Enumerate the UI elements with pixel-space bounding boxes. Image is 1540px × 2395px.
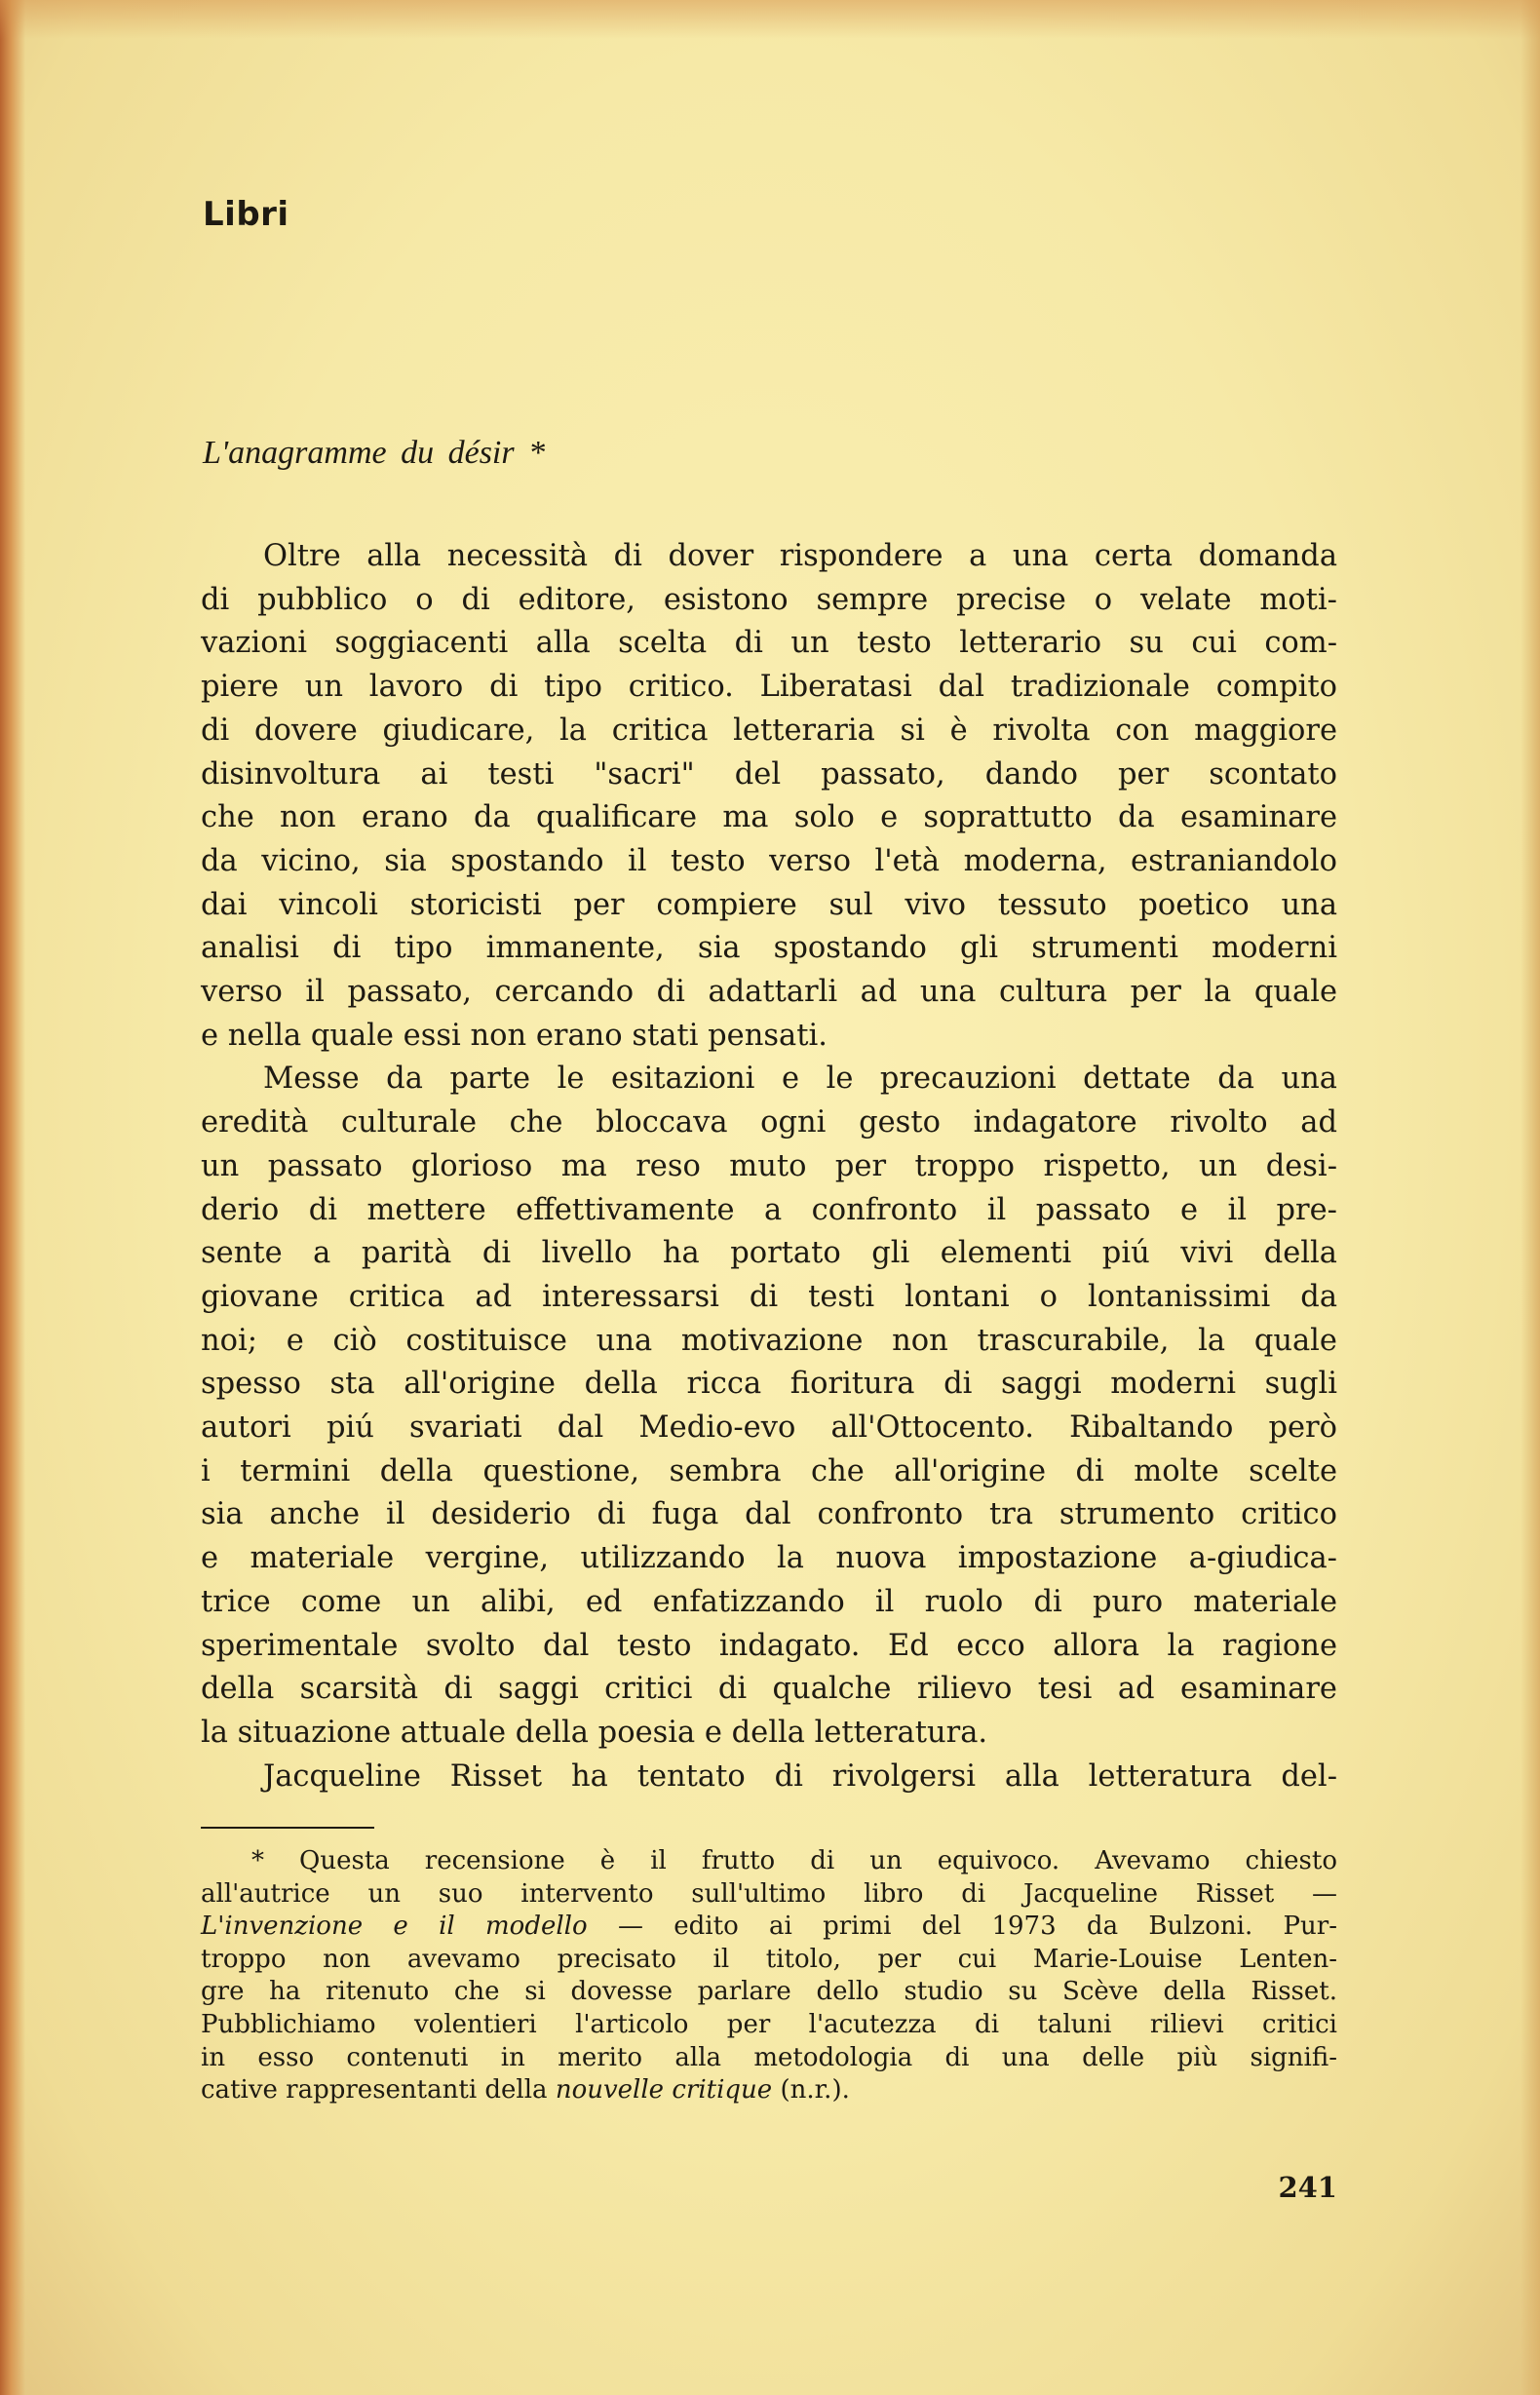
footnote-divider [201,1827,374,1829]
footnote-line: in esso contenuti in merito alla metodologia di una delle più signifi- [201,2042,1337,2072]
body-line: noi; e ciò costituisce una motivazione non trascurabile, la quale [201,1323,1337,1358]
body-line: della scarsità di saggi critici di qualche rilievo tesi ad esaminare [201,1672,1337,1707]
body-line: derio di mettere effettivamente a confronto il passato e il pre- [201,1192,1337,1227]
page-edge-top [0,0,1540,39]
body-line: vazioni soggiacenti alla scelta di un testo letterario su cui com- [201,626,1337,661]
body-line: un passato glorioso ma reso muto per troppo rispetto, un desi- [201,1148,1337,1183]
body-line: verso il passato, cercando di adattarli ad una cultura per la quale [201,975,1337,1010]
body-line: trice come un alibi, ed enfatizzando il ruolo di puro materiale [201,1584,1337,1619]
footnote-line: Pubblichiamo volentieri l'articolo per l'acutezza di taluni rilievi critici [201,2009,1337,2039]
body-line: e materiale vergine, utilizzando la nuova impostazione a-giudica- [201,1541,1337,1576]
body-line: autori piú svariati dal Medio-evo all'Ottocento. Ribaltando però [201,1410,1337,1446]
footnote-text: (n.r.). [772,2075,850,2105]
body-line: di pubblico o di editore, esistono sempre precise o velate moti- [201,582,1337,617]
body-line: sperimentale svolto dal testo indagato. Ed ecco allora la ragione [201,1628,1337,1663]
body-line: da vicino, sia spostando il testo verso l'età moderna, estraniandolo [201,843,1337,878]
section-title: Libri [203,195,289,234]
nouvelle-critique-term: nouvelle critique [555,2075,773,2105]
page-edge-left [0,0,25,2395]
body-line: di dovere giudicare, la critica letteraria si è rivolta con maggiore [201,713,1337,748]
footnote-line [201,2074,1337,2107]
body-line: Oltre alla necessità di dover rispondere a una certa domanda [263,539,1337,573]
footnote-line: all'autrice un suo intervento sull'ultimo libro di Jacqueline Risset — [201,1878,1337,1909]
body-line: analisi di tipo immanente, sia spostando gli strumenti moderni [201,931,1337,966]
body-line: spesso sta all'origine della ricca fioritura di saggi moderni sugli [201,1367,1337,1402]
body-line: Messe da parte le esitazioni e le precauzioni dettate da una [263,1062,1337,1097]
body-line: sia anche il desiderio di fuga dal confronto tra strumento critico [201,1497,1337,1532]
body-text [201,535,1337,1798]
footnote-text: — edito ai primi del 1973 da Bulzoni. Pur- [587,1912,1337,1942]
page-edge-right [1521,0,1540,2395]
body-line: che non erano da qualificare ma solo e soprattutto da esaminare [201,800,1337,835]
body-line: sente a parità di livello ha portato gli elementi piú vivi della [201,1236,1337,1271]
article-title: L'anagramme du désir * [203,435,546,471]
body-line: Jacqueline Risset ha tentato di rivolgersi alla letteratura del- [263,1758,1337,1794]
footnote-line: gre ha ritenuto che si dovesse parlare dello studio su Scève della Risset. [201,1977,1337,2007]
body-line: giovane critica ad interessarsi di testi lontani o lontanissimi da [201,1279,1337,1314]
body-line: piere un lavoro di tipo critico. Liberatasi dal tradizionale compito [201,670,1337,705]
body-line: i termini della questione, sembra che all'origine di molte scelte [201,1453,1337,1488]
body-line: eredità culturale che bloccava ogni gesto indagatore rivolto ad [201,1105,1337,1140]
cited-book-title: L'invenzione e il modello [201,1912,588,1942]
body-line: la situazione attuale della poesia e della letteratura. [201,1715,988,1750]
footnote-line: troppo non avevamo precisato il titolo, per cui Marie-Louise Lenten- [201,1944,1337,1974]
body-line: disinvoltura ai testi "sacri" del passato, dando per scontato [201,756,1337,792]
footnote [201,1845,1337,2107]
body-line: dai vincoli storicisti per compiere sul vivo tessuto poetico una [201,887,1337,922]
body-line: e nella quale essi non erano stati pensati. [201,1018,828,1053]
footnote-text: cative rappresentanti della [201,2075,556,2105]
page-number: 241 [1278,2171,1337,2204]
footnote-line: * Questa recensione è il frutto di un equivoco. Avevamo chiesto [251,1846,1337,1875]
footnote-line [201,1911,1337,1944]
